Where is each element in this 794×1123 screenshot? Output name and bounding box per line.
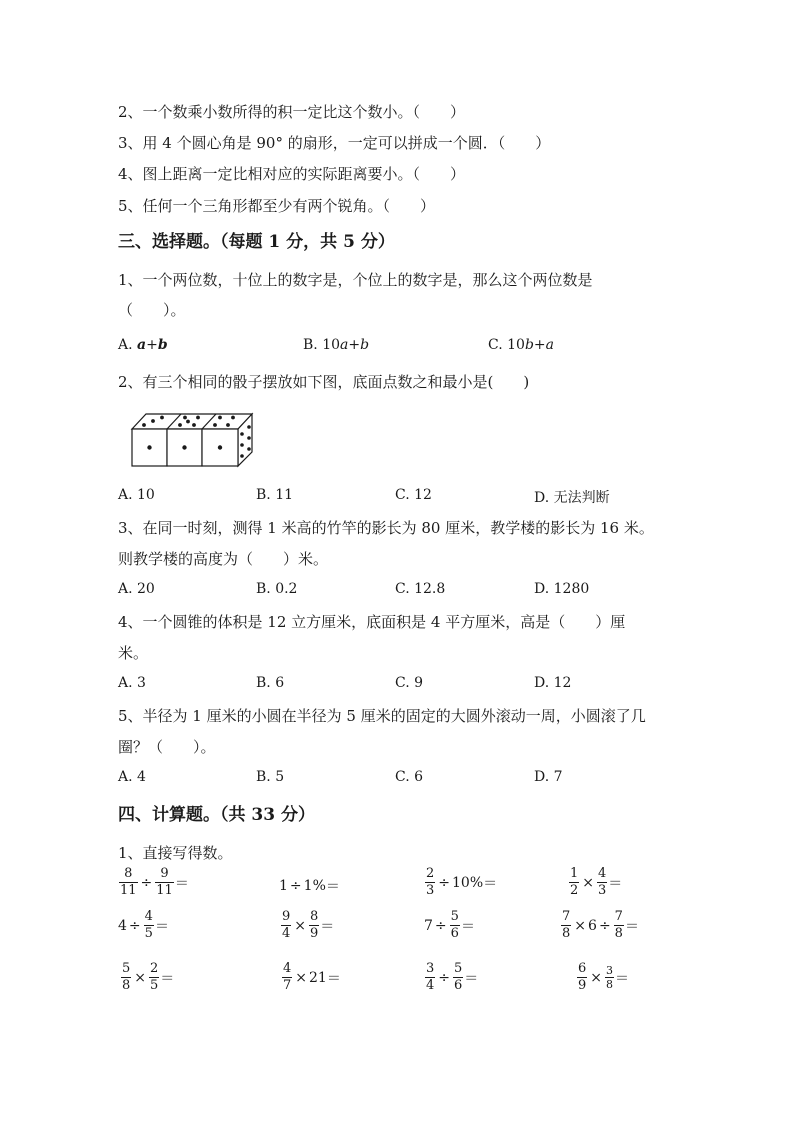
choice-question-2-options <box>118 487 718 507</box>
option-c: C. 12.8 <box>395 581 446 597</box>
calc-item: 7 ÷ $\frac{5}{6}$ ＝ <box>424 909 475 941</box>
choice-question-2: 2、有三个相同的骰子摆放如下图，底面点数之和最小是( ) <box>118 373 530 391</box>
calc-item: $\frac{4}{7}$ × 21 ＝ <box>283 961 341 993</box>
option-b: B. 6 <box>256 675 285 691</box>
option-d: D. 12 <box>534 675 572 691</box>
option-a: A. a+b <box>118 337 168 353</box>
calc-item: $\frac{6}{9}$ × $\frac{3}{8}$ ＝ <box>578 961 630 993</box>
choice-question-3: 3、在同一时刻，测得 1 米高的竹竿的影长为 80 厘米，教学楼的影长为 16 米。 <box>118 519 654 537</box>
choice-question-5-options <box>118 769 718 789</box>
choice-question-1-options <box>118 337 718 357</box>
choice-question-5: 5、半径为 1 厘米的小圆在半径为 5 厘米的固定的大圆外滚动一周，小圆滚了几 <box>118 707 646 725</box>
calc-item: $\frac{9}{4}$ × $\frac{8}{9}$ ＝ <box>282 909 335 941</box>
option-c: C. 12 <box>395 487 432 503</box>
dice-figure <box>130 412 254 468</box>
option-a: A. 3 <box>118 675 146 691</box>
judge-question-3: 3、用 4 个圆心角是 90° 的扇形，一定可以拼成一个圆．（ ） <box>118 134 551 152</box>
option-b: B. 11 <box>256 487 294 503</box>
choice-question-5-line2: 圈？（ ）。 <box>118 738 216 756</box>
section-3-title: 三、选择题。（每题 1 分，共 5 分） <box>118 232 395 252</box>
calc-item: 1 ÷ 1% ＝ <box>279 878 340 895</box>
option-d: D. 7 <box>534 769 563 785</box>
judge-question-4: 4、图上距离一定比相对应的实际距离要小。（ ） <box>118 165 466 183</box>
calc-item: $\frac{2}{3}$ ÷ 10% ＝ <box>426 866 498 898</box>
calc-item: $\frac{3}{4}$ ÷ $\frac{5}{6}$ ＝ <box>426 961 479 993</box>
judge-question-5: 5、任何一个三角形都至少有两个锐角。（ ） <box>118 197 436 215</box>
calc-item: $\frac{8}{11}$ ÷ $\frac{9}{11}$ ＝ <box>120 866 189 898</box>
choice-question-1-line2: （ ）。 <box>118 301 186 319</box>
calc-question-1: 1、直接写得数。 <box>118 844 233 862</box>
calc-item: $\frac{1}{2}$ × $\frac{4}{3}$ ＝ <box>570 866 623 898</box>
choice-question-4-options <box>118 675 718 695</box>
choice-question-1: 1、一个两位数，十位上的数字是，个位上的数字是，那么这个两位数是 <box>118 271 593 289</box>
option-d: D. 无法判断 <box>534 490 610 506</box>
calc-item: $\frac{7}{8}$ × 6 ÷ $\frac{7}{8}$ ＝ <box>562 909 639 941</box>
choice-question-4: 4、一个圆锥的体积是 12 立方厘米，底面积是 4 平方厘米，高是（ ）厘 <box>118 613 626 631</box>
judge-question-2: 2、一个数乘小数所得的积一定比这个数小。（ ） <box>118 103 466 121</box>
option-a: A. 4 <box>118 769 146 785</box>
option-b: B. 10a+b <box>303 337 370 353</box>
option-a: A. 10 <box>118 487 155 503</box>
option-b: B. 5 <box>256 769 285 785</box>
section-4-title: 四、计算题。（共 33 分） <box>118 805 315 825</box>
option-b: B. 0.2 <box>256 581 298 597</box>
calc-item: 4 ÷ $\frac{4}{5}$ ＝ <box>118 909 169 941</box>
option-c: C. 10b+a <box>488 337 555 353</box>
choice-question-3-options <box>118 581 718 601</box>
choice-question-4-line2: 米。 <box>118 644 149 662</box>
option-d: D. 1280 <box>534 581 590 597</box>
option-a: A. 20 <box>118 581 155 597</box>
option-c: C. 6 <box>395 769 424 785</box>
calc-item: $\frac{5}{8}$ × $\frac{2}{5}$ ＝ <box>122 961 175 993</box>
option-c: C. 9 <box>395 675 424 691</box>
choice-question-3-line2: 则教学楼的高度为（ ）米。 <box>118 550 329 568</box>
